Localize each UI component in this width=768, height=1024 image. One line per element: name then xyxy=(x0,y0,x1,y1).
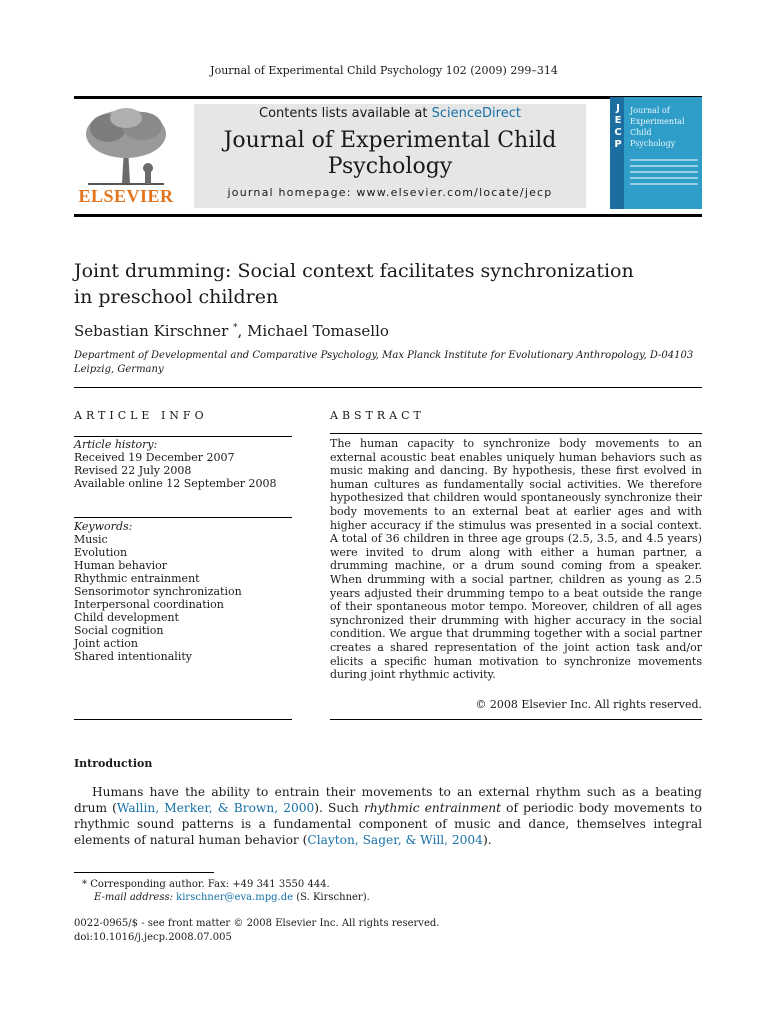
corresponding-mark[interactable]: * xyxy=(233,323,238,333)
keyword-item: Interpersonal coordination xyxy=(74,598,224,611)
abstract-copyright: © 2008 Elsevier Inc. All rights reserved. xyxy=(475,698,702,711)
footnote-mark: * xyxy=(82,879,87,890)
author-list xyxy=(74,322,389,340)
journal-title-line: Journal of Experimental Child xyxy=(223,128,557,153)
keywords-label: Keywords: xyxy=(74,520,133,533)
email-suffix: (S. Kirschner). xyxy=(296,892,370,903)
history-item: Available online 12 September 2008 xyxy=(74,477,277,490)
cover-title xyxy=(630,105,698,149)
issn-line: 0022-0965/$ - see front matter © 2008 Elsevier Inc. All rights reserved. xyxy=(74,918,440,929)
author-name[interactable]: Sebastian Kirschner xyxy=(74,322,229,340)
doi-line[interactable]: doi:10.1016/j.jecp.2008.07.005 xyxy=(74,932,232,943)
journal-banner xyxy=(194,104,586,208)
email-link[interactable]: kirschner@eva.mpg.de xyxy=(176,892,294,903)
email-label: E-mail address: xyxy=(94,892,173,903)
email-note xyxy=(74,891,702,904)
intro-text: ). xyxy=(482,833,492,847)
reference-link[interactable]: Wallin, Merker, & Brown, 2000 xyxy=(116,801,315,815)
author-name[interactable]: Michael Tomasello xyxy=(247,322,389,340)
contents-line xyxy=(194,106,586,121)
keyword-item: Evolution xyxy=(74,546,128,559)
introduction-paragraph xyxy=(74,784,702,848)
cover-title-line: Journal of xyxy=(630,106,670,115)
section-divider xyxy=(74,387,702,388)
cover-title-line: Child xyxy=(630,128,652,137)
keyword-item: Music xyxy=(74,533,108,546)
abstract-rule xyxy=(330,719,702,720)
article-info-rule xyxy=(74,436,292,437)
journal-citation: Journal of Experimental Child Psychology 102 (2009) 299–314 xyxy=(210,64,558,77)
header-top-rule xyxy=(74,96,702,99)
elsevier-tree-icon xyxy=(78,104,174,186)
history-item: Revised 22 July 2008 xyxy=(74,464,192,477)
history-label: Article history: xyxy=(74,438,158,451)
corresponding-note xyxy=(74,878,702,891)
cover-title-line: Psychology xyxy=(630,139,676,148)
article-history xyxy=(74,438,292,490)
article-info-rule xyxy=(74,517,292,518)
journal-homepage[interactable]: journal homepage: www.elsevier.com/locate/jecp xyxy=(227,186,553,199)
corresponding-text: Corresponding author. Fax: +49 341 3550 444. xyxy=(90,879,330,890)
keyword-item: Child development xyxy=(74,611,179,624)
elsevier-logo-text: ELSEVIER xyxy=(78,186,174,206)
footnote-rule xyxy=(74,872,214,873)
header-bottom-rule xyxy=(74,214,702,217)
contents-prefix: Contents lists available at xyxy=(259,106,428,121)
keyword-item: Rhythmic entrainment xyxy=(74,572,200,585)
author-separator: , xyxy=(237,322,248,340)
intro-emphasis: rhythmic entrainment xyxy=(364,801,502,815)
cover-letter: J xyxy=(616,103,620,114)
journal-title-line: Psychology xyxy=(327,154,453,179)
keyword-item: Joint action xyxy=(74,637,138,650)
reference-link[interactable]: Clayton, Sager, & Will, 2004 xyxy=(307,833,483,847)
intro-text: Humans have the ability to entrain their movements to an external rhythm such as a beating drum ( xyxy=(74,785,702,815)
sciencedirect-link[interactable]: ScienceDirect xyxy=(431,106,521,121)
keywords-list xyxy=(74,520,292,663)
cover-letter: P xyxy=(614,139,622,150)
cover-letters xyxy=(612,103,624,151)
keyword-item: Shared intentionality xyxy=(74,650,192,663)
cover-letter: C xyxy=(614,127,622,138)
journal-cover-thumbnail xyxy=(610,97,702,209)
front-matter xyxy=(74,917,702,945)
abstract-rule xyxy=(330,433,702,434)
keyword-item: Social cognition xyxy=(74,624,164,637)
affiliation-line: Department of Developmental and Comparative Psychology, Max Planck Institute for Evolutionary Anthropology, D-04103 xyxy=(74,350,694,361)
abstract-heading: ABSTRACT xyxy=(330,409,425,422)
cover-title-line: Experimental xyxy=(630,117,685,126)
abstract-text: The human capacity to synchronize body movements to an external acoustic beat enables uniquely human behaviors such as music making and dancing. By hypothesis, these first evolved in human cultures as fundamentally social activities. We therefore hypothesized that children would spontaneously synchronize their body movements to an external beat at earlier ages and with higher accuracy if the stimulus was presented in a social context. A total of 36 children in three age groups (2.5, 3.5, and 4.5 years) were invited to drum along with either a human partner, a drumming machine, or a drum sound coming from a speaker. When drumming with a social partner, children as young as 2.5 years adjusted their drumming tempo to a beat outside the range of their spontaneous motor tempo. Moreover, children of all ages synchronized their drumming with higher accuracy in the social condition. We argue that drumming together with a social partner creates a shared representation of the joint action task and/or elicits a specific human motivation to synchronize movements during joint rhythmic activity. xyxy=(330,437,702,682)
article-info-heading: ARTICLE INFO xyxy=(74,409,208,422)
introduction-heading: Introduction xyxy=(74,757,153,770)
article-info-rule xyxy=(74,719,292,720)
intro-text: of periodic body movements to rhythmic sound patterns is a fundamental component of music and dance, themselves integral elements of natural human behavior ( xyxy=(74,801,702,847)
publisher-logo xyxy=(74,104,178,208)
footnote xyxy=(74,878,702,904)
intro-text: ). Such xyxy=(314,801,364,815)
article-title-line: in preschool children xyxy=(74,286,279,308)
article-title-line: Joint drumming: Social context facilitates synchronization xyxy=(74,260,634,282)
history-item: Received 19 December 2007 xyxy=(74,451,235,464)
journal-title xyxy=(194,128,586,180)
affiliation xyxy=(74,349,702,377)
affiliation-line: Leipzig, Germany xyxy=(74,364,164,375)
keyword-item: Human behavior xyxy=(74,559,168,572)
keyword-item: Sensorimotor synchronization xyxy=(74,585,242,598)
article-title xyxy=(74,258,702,310)
cover-decoration xyxy=(630,159,698,189)
cover-letter: E xyxy=(614,115,622,126)
